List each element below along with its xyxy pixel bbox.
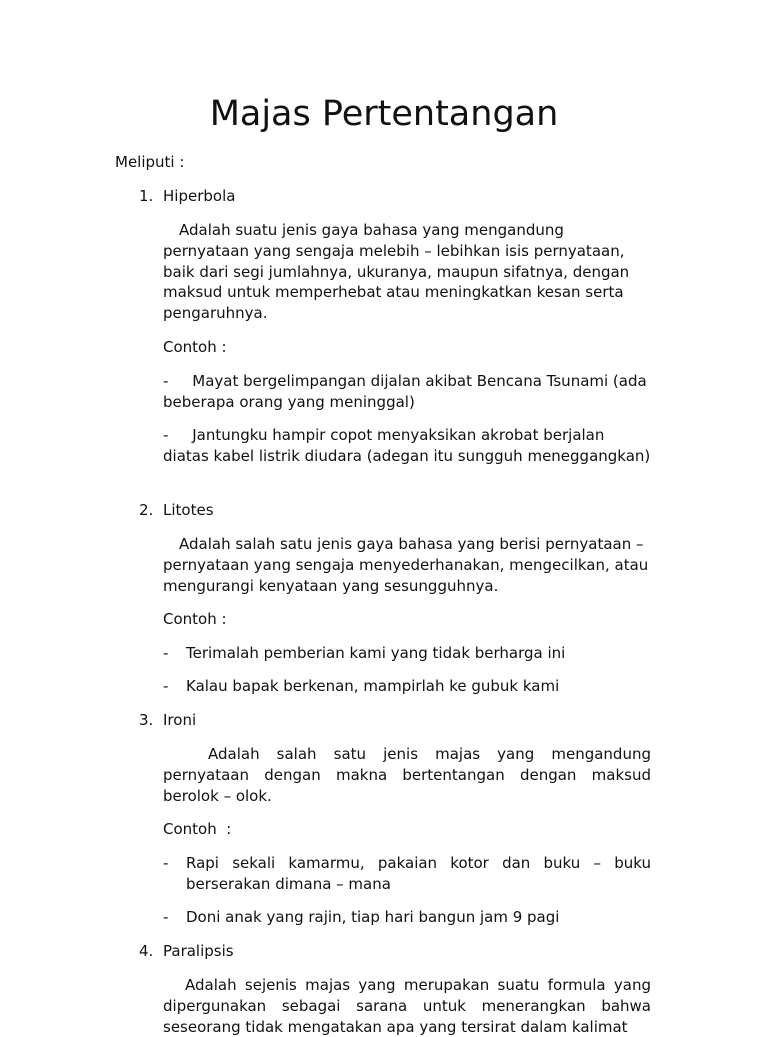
section-heading: Hiperbola — [163, 187, 236, 205]
section-number: 2. — [139, 501, 154, 519]
dash-marker: - — [163, 677, 169, 695]
definition-text: Adalah sejenis majas yang merupakan suatu formula yang dipergunakan sebagai sarana untuk menerangkan bahwa seseorang tidak mengatakan apa yang tersirat dalam kalimat — [163, 976, 651, 1036]
definition-text: Adalah salah satu jenis majas yang mengandung pernyataan dengan makna bertentangan dengan maksud berolok – olok. — [163, 745, 651, 805]
section-definition — [163, 220, 651, 324]
example-text: Terimalah pemberian kami yang tidak berharga ini — [186, 644, 566, 662]
example-item: - Mayat bergelimpangan dijalan akibat Bencana Tsunami (ada beberapa orang yang meninggal) — [163, 372, 652, 411]
example-item — [163, 676, 651, 697]
section-definition — [163, 534, 651, 596]
dash-marker: - — [163, 908, 169, 926]
example-text: Rapi sekali kamarmu, pakaian kotor dan buku – buku berserakan dimana – mana — [186, 854, 651, 893]
contoh-label: Contoh : — [163, 820, 232, 838]
example-text: Kalau bapak berkenan, mampirlah ke gubuk kami — [186, 677, 560, 695]
dash-marker: - — [163, 854, 169, 872]
example-text: Doni anak yang rajin, tiap hari bangun jam 9 pagi — [186, 908, 560, 926]
page-title: Majas Pertentangan — [209, 94, 559, 134]
contoh-label: Contoh : — [163, 610, 227, 628]
definition-text: Adalah suatu jenis gaya bahasa yang mengandung pernyataan yang sengaja melebih – lebihkan isis pernyataan, baik dari segi jumlahnya, ukuranya, maupun sifatnya, dengan maksud untuk memperhebat atau meningkatkan kesan serta pengaruhnya. — [163, 221, 630, 323]
example-item — [163, 907, 651, 928]
section-number: 3. — [139, 711, 154, 729]
section-heading: Litotes — [163, 501, 214, 519]
section-number: 4. — [139, 942, 154, 960]
section-definition — [163, 744, 651, 806]
example-item: - Jantungku hampir copot menyaksikan akrobat berjalan diatas kabel listrik diudara (adegan itu sungguh meneggangkan) — [163, 426, 651, 465]
example-item — [163, 853, 651, 895]
dash-marker: - — [163, 644, 169, 662]
contoh-label: Contoh : — [163, 338, 227, 356]
example-item — [163, 643, 651, 664]
section-heading: Ironi — [163, 711, 197, 729]
section-heading: Paralipsis — [163, 942, 234, 960]
section-definition — [163, 975, 651, 1037]
section-number: 1. — [139, 187, 154, 205]
definition-text: Adalah salah satu jenis gaya bahasa yang berisi pernyataan – pernyataan yang sengaja menyederhanakan, mengecilkan, atau mengurangi kenyataan yang sesungguhnya. — [163, 535, 649, 595]
intro-text: Meliputi : — [115, 153, 185, 171]
